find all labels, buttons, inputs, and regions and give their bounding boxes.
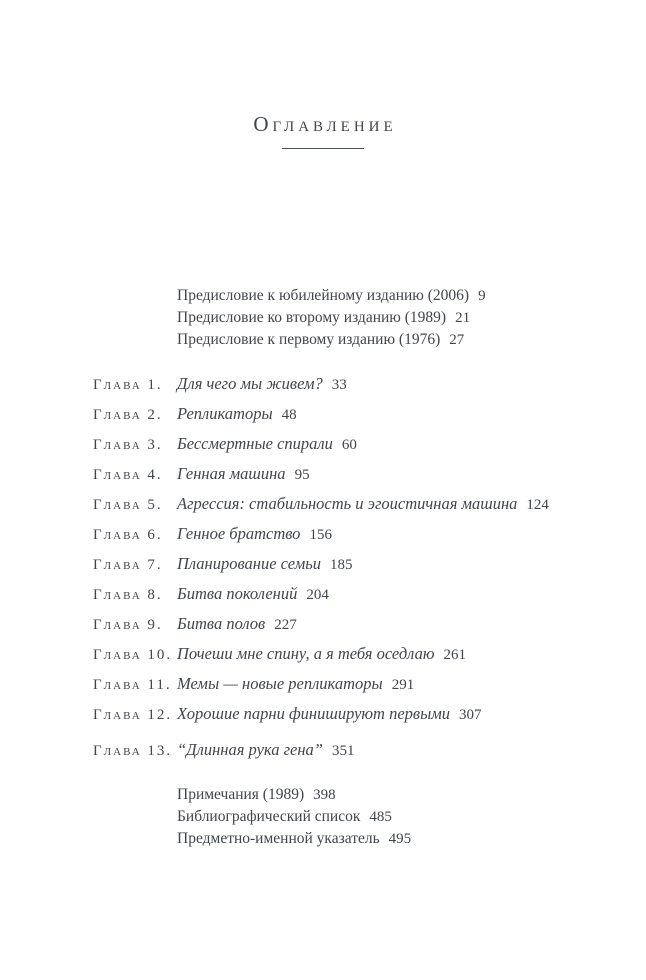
backmatter-list (177, 784, 411, 850)
preface-list (177, 285, 486, 351)
chapter-label: Глава 9. (93, 617, 163, 633)
preface-label: Предисловие к юбилейному изданию (2006) (177, 287, 470, 304)
preface-row (177, 285, 486, 307)
chapter-row (93, 404, 549, 434)
chapter-page-number: 291 (391, 677, 415, 693)
chapter-label: Глава 10. (93, 647, 173, 663)
chapter-row (93, 704, 549, 734)
preface-page-number: 27 (449, 332, 465, 348)
preface-label: Предисловие ко второму изданию (1989) (177, 309, 447, 326)
chapter-title: “Длинная рука гена” (177, 740, 323, 759)
chapter-title: Почеши мне спину, а я тебя оседлаю (177, 644, 435, 663)
chapter-label: Глава 8. (93, 587, 163, 603)
chapter-label: Глава 11. (93, 677, 172, 693)
chapter-page-number: 261 (443, 647, 466, 663)
chapter-label: Глава 5. (93, 497, 163, 513)
chapter-page-number: 204 (306, 587, 329, 603)
chapter-page-number: 60 (341, 437, 357, 453)
chapter-row (93, 374, 549, 404)
chapter-row (93, 740, 549, 770)
chapter-list (93, 374, 549, 770)
backmatter-page-number: 495 (388, 831, 412, 847)
chapter-row (93, 494, 549, 524)
backmatter-row (177, 806, 411, 828)
chapter-page-number: 307 (459, 707, 482, 723)
chapter-row (93, 614, 549, 644)
chapter-label: Глава 2. (93, 407, 163, 423)
chapter-label: Глава 4. (93, 467, 163, 483)
backmatter-label: Библиографический список (177, 808, 361, 825)
chapter-page-number: 227 (274, 617, 297, 633)
chapter-page-number: 156 (309, 527, 332, 543)
chapter-row (93, 584, 549, 614)
chapter-page-number: 124 (526, 497, 549, 513)
chapter-row (93, 464, 549, 494)
preface-page-number: 21 (455, 310, 471, 326)
chapter-label: Глава 12. (93, 707, 173, 723)
title-underline-rule (282, 148, 364, 149)
backmatter-row (177, 784, 411, 806)
chapter-title: Планирование семьи (177, 554, 321, 573)
preface-label: Предисловие к первому изданию (1976) (177, 331, 441, 348)
chapter-label: Глава 7. (93, 557, 163, 573)
page-title: Оглавление (253, 112, 397, 136)
chapter-page-number: 351 (331, 743, 355, 759)
backmatter-page-number: 485 (369, 809, 392, 825)
chapter-page-number: 48 (281, 407, 297, 423)
backmatter-page-number: 398 (313, 787, 336, 803)
preface-page-number: 9 (478, 288, 486, 304)
chapter-page-number: 185 (330, 557, 353, 573)
chapter-row (93, 674, 549, 704)
chapter-title: Хорошие парни финишируют первыми (177, 704, 451, 723)
chapter-title: Генное братство (177, 524, 301, 543)
chapter-title: Агрессия: стабильность и эгоистичная машина (177, 494, 518, 513)
chapter-label: Глава 3. (93, 437, 163, 453)
preface-row (177, 307, 486, 329)
chapter-title: Мемы — новые репликаторы (177, 674, 383, 693)
chapter-label: Глава 13. (93, 743, 173, 759)
chapter-page-number: 95 (294, 467, 310, 483)
chapter-title: Генная машина (177, 464, 286, 483)
backmatter-label: Примечания (1989) (177, 786, 305, 803)
chapter-title: Репликаторы (177, 404, 273, 423)
chapter-row (93, 644, 549, 674)
chapter-row (93, 524, 549, 554)
chapter-row (93, 434, 549, 464)
chapter-title: Битва поколений (177, 584, 298, 603)
chapter-title: Битва полов (177, 614, 266, 633)
backmatter-row (177, 828, 411, 850)
chapter-label: Глава 6. (93, 527, 163, 543)
chapter-title: Бессмертные спирали (177, 434, 333, 453)
chapter-page-number: 33 (331, 377, 347, 393)
chapter-title: Для чего мы живем? (177, 374, 323, 393)
chapter-row (93, 554, 549, 584)
backmatter-label: Предметно-именной указатель (177, 830, 380, 847)
preface-row (177, 329, 486, 351)
chapter-label: Глава 1. (93, 377, 163, 393)
